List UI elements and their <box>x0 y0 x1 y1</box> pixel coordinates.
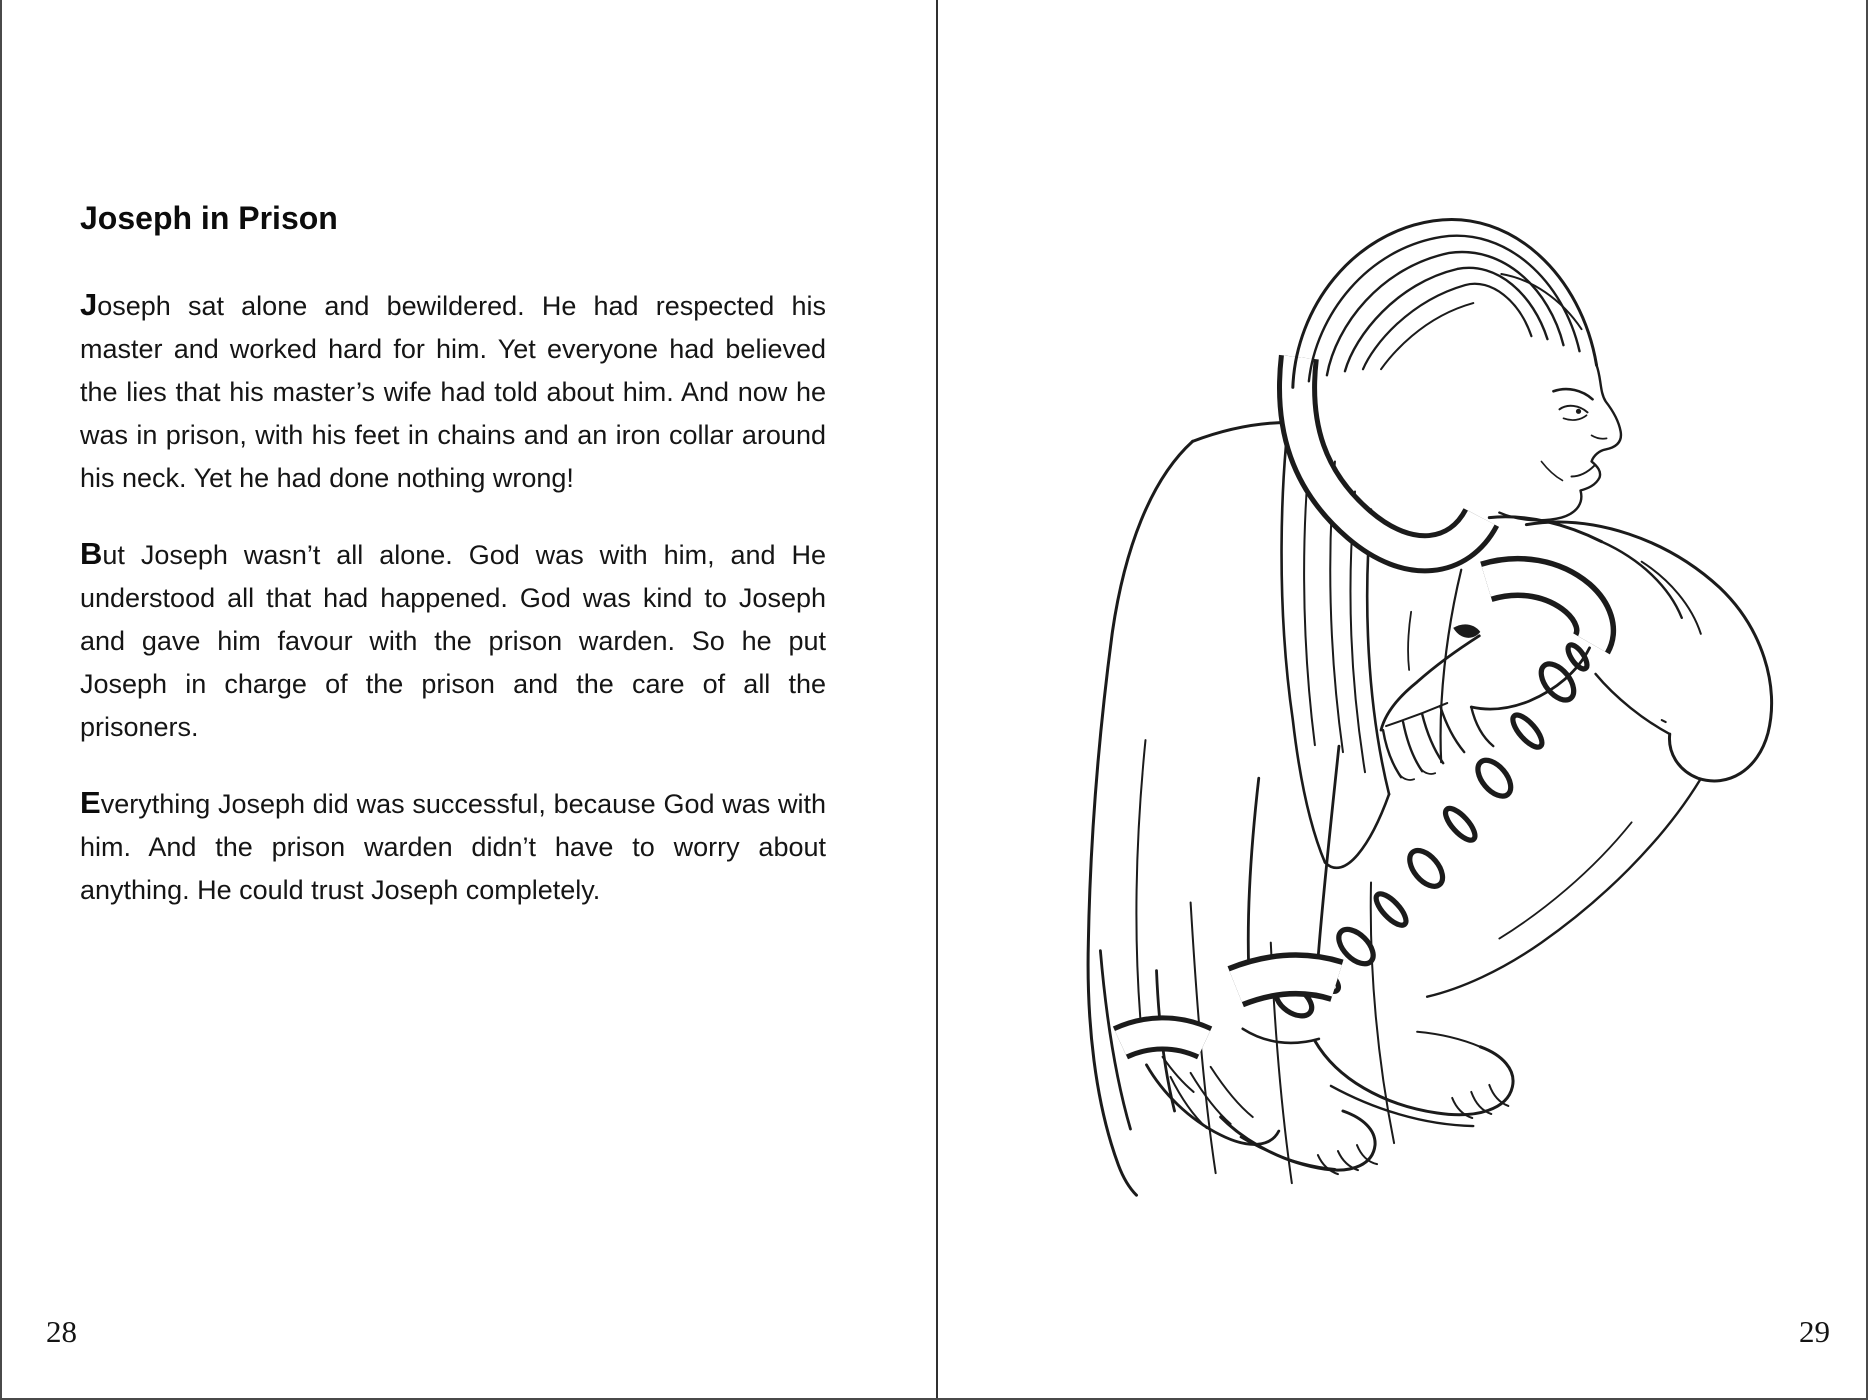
page-gutter-divider <box>936 0 938 1398</box>
page-number-right: 29 <box>1799 1314 1830 1349</box>
feet <box>1221 1032 1513 1174</box>
story-paragraph <box>80 283 826 500</box>
paragraph-lead-letter: B <box>80 536 103 571</box>
story-paragraph <box>80 781 826 912</box>
joseph-illustration <box>940 178 1782 1212</box>
page-number-left: 28 <box>46 1314 77 1349</box>
paragraph-lead-letter: J <box>80 287 98 322</box>
knee-and-arm <box>1427 517 1771 997</box>
page-title: Joseph in Prison <box>80 200 338 236</box>
story-paragraph <box>80 532 826 749</box>
story-text-block <box>80 200 826 944</box>
hanging-arm <box>1381 577 1595 780</box>
paragraph-text: oseph sat alone and bewildered. He had respected his master and worked hard for him. Yet everyone had believed the lies that his master’s wife had told about him. And now he was in prison, with his feet in chains and an iron collar around his neck. Yet he had done nothing wrong! <box>80 291 826 493</box>
paragraph-text: verything Joseph did was successful, because God was with him. And the prison warden didn’t have to worry about anything. He could trust Joseph completely. <box>80 789 826 905</box>
paragraph-lead-letter: E <box>80 785 101 820</box>
paragraph-text: ut Joseph wasn’t all alone. God was with him, and He understood all that had happened. God was kind to Joseph and gave him favour with the prison warden. So he put Joseph in charge of the prison and the care of all the prisoners. <box>80 540 826 742</box>
sketch-speck <box>1662 720 1666 722</box>
shin <box>1248 746 1339 969</box>
headwrap <box>1293 219 1597 387</box>
face <box>1499 365 1621 520</box>
iron-collar <box>1297 357 1481 553</box>
